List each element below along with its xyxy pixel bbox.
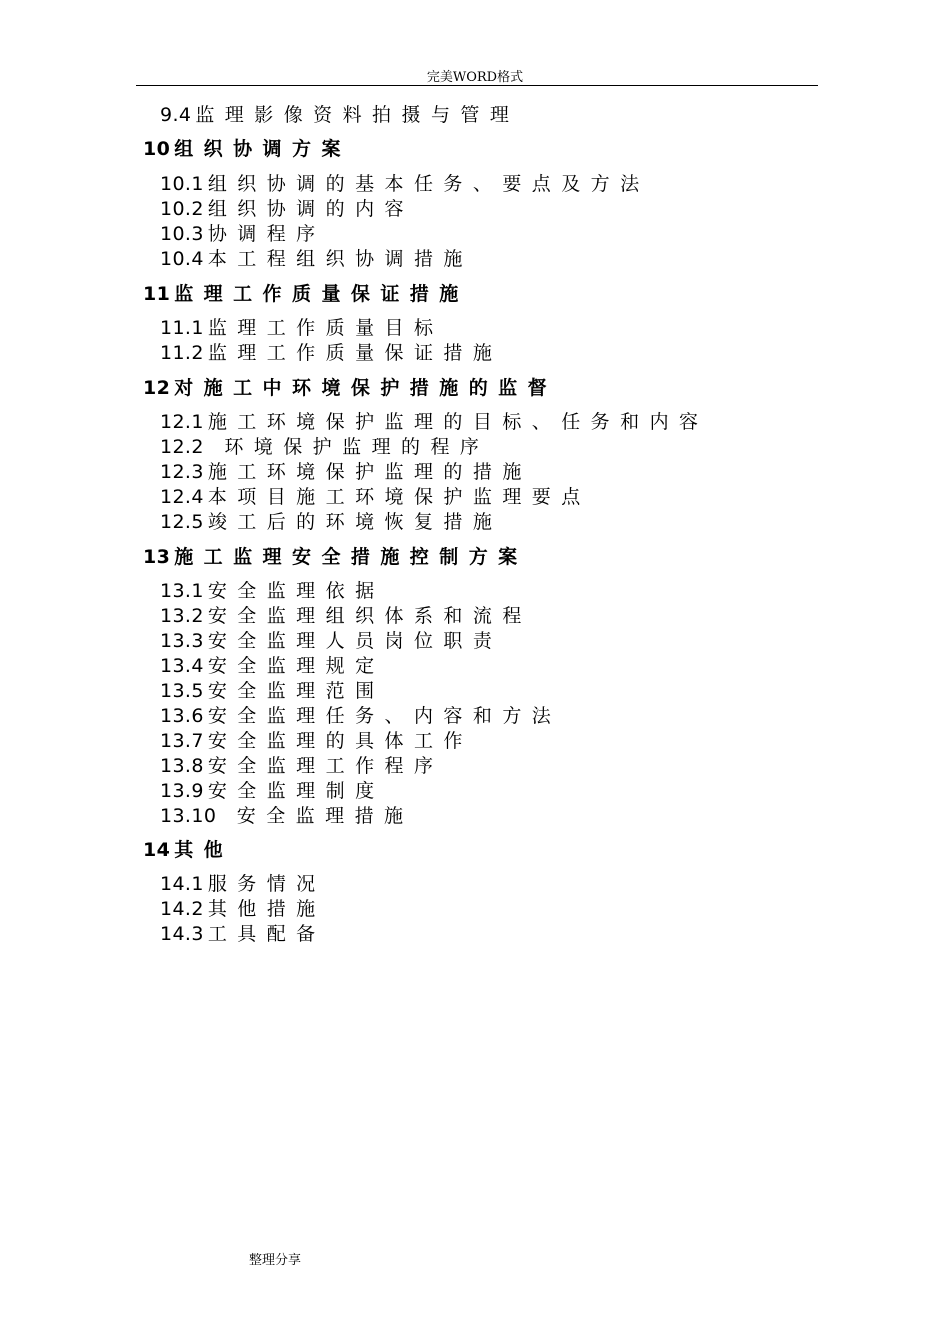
toc-entry-title: 服务情况 <box>207 873 326 895</box>
toc-entry <box>160 313 443 340</box>
toc-section-title: 对施工中环境保护措施的监督 <box>174 377 558 399</box>
toc-entry <box>160 219 326 246</box>
toc-entry-number: 9.4 <box>160 104 192 126</box>
toc-entry-number: 10.3 <box>160 223 204 245</box>
toc-entry-title: 安全监理的具体工作 <box>207 730 473 752</box>
toc-entry <box>160 919 326 946</box>
toc-entry-number: 13.1 <box>160 580 204 602</box>
toc-section-heading <box>143 542 528 569</box>
toc-entry-title: 监理影像资料拍摄与管理 <box>195 104 520 126</box>
toc-entry-number: 13.10 <box>160 805 217 827</box>
toc-entry-number: 12.4 <box>160 486 204 508</box>
toc-entry-number: 13.7 <box>160 730 204 752</box>
toc-section-number: 10 <box>143 138 171 160</box>
toc-section-title: 组织协调方案 <box>174 138 351 160</box>
toc-entry-number: 13.4 <box>160 655 204 677</box>
toc-entry-number: 14.2 <box>160 898 204 920</box>
toc-entry-number: 12.3 <box>160 461 204 483</box>
toc-entry-number: 12.1 <box>160 411 204 433</box>
toc-entry <box>160 676 385 703</box>
toc-entry-number: 10.1 <box>160 173 204 195</box>
toc-entry-title: 安全监理人员岗位职责 <box>207 630 503 652</box>
toc-section-title: 施工监理安全措施控制方案 <box>174 546 528 568</box>
toc-entry-number: 13.8 <box>160 755 204 777</box>
toc-section-number: 13 <box>143 546 171 568</box>
toc-entry-title: 本工程组织协调措施 <box>207 248 473 270</box>
toc-entry <box>160 338 502 365</box>
toc-entry-title: 组织协调的内容 <box>207 198 414 220</box>
toc-entry <box>160 407 708 434</box>
toc-entry <box>160 576 385 603</box>
toc-entry-number: 10.4 <box>160 248 204 270</box>
toc-entry <box>160 776 385 803</box>
toc-section-title: 其他 <box>174 839 234 861</box>
toc-entry-title: 工具配备 <box>207 923 326 945</box>
toc-entry <box>160 626 502 653</box>
toc-entry-number: 14.3 <box>160 923 204 945</box>
toc-entry-title: 安全监理规定 <box>207 655 385 677</box>
toc-entry-title: 安全监理依据 <box>207 580 385 602</box>
toc-entry <box>160 894 326 921</box>
toc-section-heading <box>143 373 557 400</box>
toc-entry-title: 监理工作质量保证措施 <box>207 342 503 364</box>
toc-entry <box>160 701 561 728</box>
toc-entry <box>160 726 473 753</box>
toc-entry-title: 安全监理制度 <box>207 780 385 802</box>
page-header: 完美WORD格式 <box>426 70 524 85</box>
toc-entry <box>160 457 532 484</box>
toc-entry-number: 13.9 <box>160 780 204 802</box>
toc-entry-title: 安全监理组织体系和流程 <box>207 605 532 627</box>
toc-entry-number: 14.1 <box>160 873 204 895</box>
toc-section-heading <box>143 134 351 161</box>
toc-entry <box>160 507 502 534</box>
toc-entry-title: 施工环境保护监理的措施 <box>207 461 532 483</box>
toc-entry-number: 13.5 <box>160 680 204 702</box>
toc-entry-title: 监理工作质量目标 <box>207 317 444 339</box>
toc-section-number: 14 <box>143 839 171 861</box>
toc-entry-title: 环境保护监理的程序 <box>207 436 490 458</box>
toc-entry-title: 安全监理工作程序 <box>207 755 444 777</box>
toc-entry <box>160 651 385 678</box>
toc-entry-number: 11.2 <box>160 342 204 364</box>
header-divider <box>136 85 818 86</box>
toc-entry <box>160 432 489 459</box>
toc-entry-title: 其他措施 <box>207 898 326 920</box>
toc-section-heading <box>143 835 233 862</box>
toc-entry <box>160 100 519 127</box>
toc-entry <box>160 751 443 778</box>
toc-entry-title: 本项目施工环境保护监理要点 <box>207 486 591 508</box>
toc-entry-number: 13.2 <box>160 605 204 627</box>
toc-entry-title: 安全监理任务、内容和方法 <box>207 705 562 727</box>
toc-entry-number: 13.6 <box>160 705 204 727</box>
toc-entry <box>160 601 532 628</box>
toc-entry-title: 组织协调的基本任务、要点及方法 <box>207 173 650 195</box>
toc-entry <box>160 244 473 271</box>
toc-section-heading <box>143 279 469 306</box>
toc-section-number: 12 <box>143 377 171 399</box>
toc-entry-title: 协调程序 <box>207 223 326 245</box>
toc-entry-number: 12.5 <box>160 511 204 533</box>
toc-entry <box>160 482 591 509</box>
toc-entry <box>160 169 650 196</box>
toc-entry-number: 11.1 <box>160 317 204 339</box>
toc-entry-number: 10.2 <box>160 198 204 220</box>
toc-entry <box>160 869 326 896</box>
toc-entry-title: 竣工后的环境恢复措施 <box>207 511 503 533</box>
toc-entry-title: 安全监理措施 <box>220 805 414 827</box>
toc-section-number: 11 <box>143 283 171 305</box>
page-footer: 整理分享 <box>249 1253 302 1268</box>
toc-entry-title: 施工环境保护监理的目标、任务和内容 <box>207 411 709 433</box>
toc-entry <box>160 194 414 221</box>
toc-entry-title: 安全监理范围 <box>207 680 385 702</box>
toc-entry <box>160 801 414 828</box>
toc-entry-number: 12.2 <box>160 436 204 458</box>
toc-entry-number: 13.3 <box>160 630 204 652</box>
toc-section-title: 监理工作质量保证措施 <box>174 283 469 305</box>
